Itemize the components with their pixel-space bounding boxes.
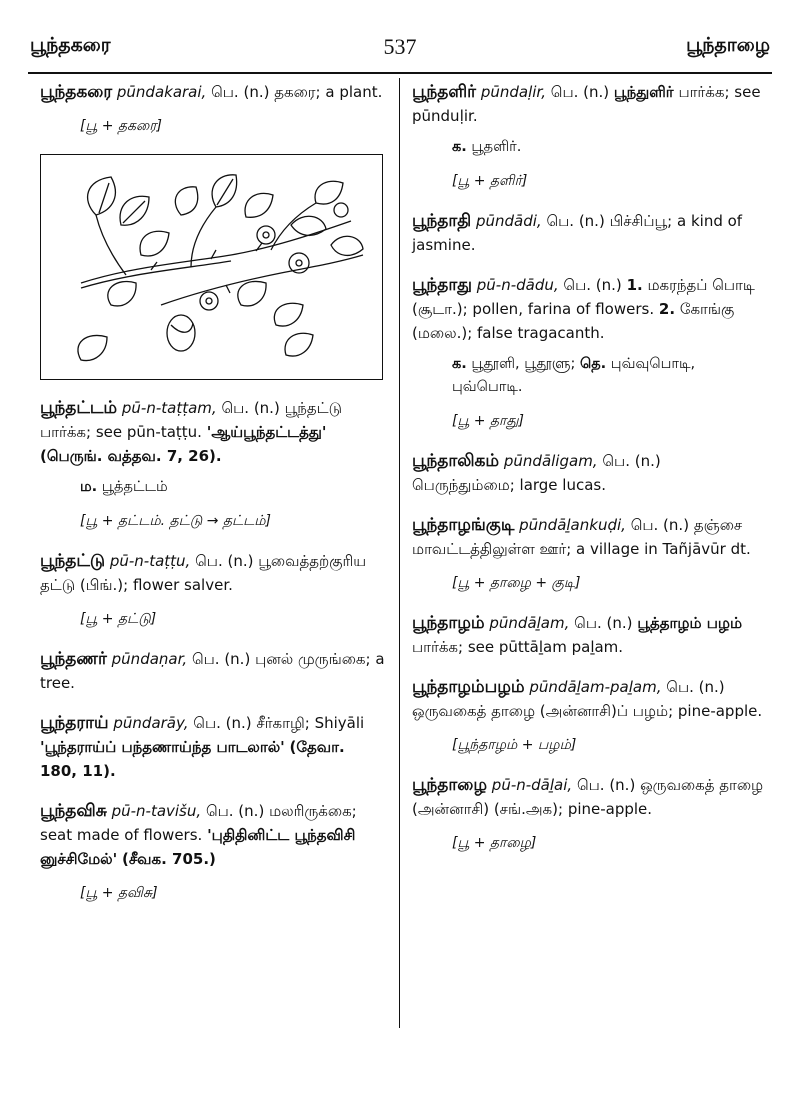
entry-transliteration: pūndāligam, bbox=[503, 452, 598, 470]
dictionary-entry bbox=[40, 711, 385, 783]
left-column bbox=[40, 80, 385, 921]
entry-quotation: 'புதிதினிட்ட பூந்தவிசி னுச்சிமேல்' bbox=[40, 826, 356, 868]
sense-number: 2. bbox=[658, 300, 676, 318]
entry-headword: பூந்தாதி bbox=[412, 211, 472, 231]
entry-grammar: பெ. (n.) bbox=[550, 83, 610, 101]
dictionary-entry bbox=[412, 513, 767, 595]
entry-definition: பார்க்க; see pūttāḻam paḻam. bbox=[412, 638, 624, 656]
entry-headword: பூந்தகரை bbox=[40, 82, 113, 102]
entry-grammar: பெ. (n.) bbox=[602, 452, 661, 470]
entry-etymology: [பூ + தகரை] bbox=[80, 118, 162, 134]
entry-cognates bbox=[452, 136, 767, 159]
entry-headword: பூந்தட்டு bbox=[40, 551, 106, 571]
entry-definition: மகரந்தப் பொடி (சூடா.); pollen, farina of flowers. bbox=[412, 276, 755, 318]
entry-headword: பூந்தட்டம் bbox=[40, 398, 118, 418]
dictionary-entry bbox=[412, 773, 767, 855]
entry-etymology: [பூ + தாழை + குடி] bbox=[452, 575, 581, 591]
entry-definition: பெருந்தும்மை; large lucas. bbox=[412, 476, 607, 494]
entry-reference: (சீவக. 705.) bbox=[122, 850, 216, 868]
entry-definition: பிச்சிப்பூ; a kind of jasmine. bbox=[412, 212, 743, 254]
entry-headword: பூந்தாழம்பழம் bbox=[412, 677, 525, 697]
entry-transliteration: pūndakarai, bbox=[116, 83, 207, 101]
dictionary-entry bbox=[40, 80, 385, 138]
entry-transliteration: pū-n-dādu, bbox=[476, 276, 559, 294]
dictionary-entry bbox=[412, 273, 767, 433]
entry-grammar: பெ. (n.) bbox=[666, 678, 725, 696]
entry-transliteration: pūndāḻankuḍi, bbox=[519, 516, 626, 534]
entry-grammar: பெ. (n.) bbox=[191, 650, 251, 668]
entry-definition: ஒருவகைத் தாழை (அன்னாசி)ப் பழம்; pine-apple. bbox=[412, 702, 763, 720]
entry-grammar: பெ. (n.) bbox=[211, 83, 270, 101]
entry-transliteration: pū-n-taṭṭu, bbox=[109, 552, 191, 570]
entry-definition: பார்க்க; see pūnduḷir. bbox=[412, 83, 761, 125]
entry-transliteration: pū-n-tavišu, bbox=[111, 802, 202, 820]
entry-transliteration: pū-n-taṭṭam, bbox=[121, 399, 217, 417]
entry-grammar: பெ. (n.) bbox=[193, 714, 252, 732]
entry-definition: சீர்காழி; Shiyāli bbox=[256, 714, 365, 732]
entry-etymology: [பூ + தளிர்] bbox=[452, 173, 528, 189]
header-divider bbox=[28, 72, 772, 74]
cognate-word: பூத்தட்டம் bbox=[101, 479, 168, 495]
entry-definition: கோங்கு (மலை.); false tragacanth. bbox=[412, 300, 735, 342]
flowering-plant-drawing-icon bbox=[41, 155, 381, 378]
entry-quotation: 'பூந்தராய்ப் பந்தணாய்ந்த பாடலால்' bbox=[40, 738, 285, 756]
entry-transliteration: pūndarāy, bbox=[113, 714, 189, 732]
entry-reference: (தேவா. 180, 11). bbox=[40, 738, 345, 780]
entry-cognates bbox=[80, 476, 385, 499]
entry-etymology: [பூந்தாழம் + பழம்] bbox=[452, 737, 577, 753]
entry-transliteration: pūndaḷir, bbox=[480, 83, 546, 101]
entry-etymology: [பூ + தவிசு] bbox=[80, 885, 158, 901]
entry-grammar: பெ. (n.) bbox=[205, 802, 265, 820]
dictionary-entry bbox=[40, 549, 385, 631]
plant-illustration bbox=[40, 154, 383, 380]
entry-transliteration: pū-n-dāḻai, bbox=[491, 776, 573, 794]
entry-headword: பூந்தாது bbox=[412, 275, 472, 295]
cognate-language: க. bbox=[452, 356, 467, 372]
entry-headword: பூந்தணர் bbox=[40, 649, 107, 669]
page-header bbox=[28, 14, 772, 70]
entry-headword: பூந்தராய் bbox=[40, 713, 109, 733]
entry-headword: பூந்தாழம் bbox=[412, 613, 485, 633]
entry-quotation: 'ஆய்பூந்தட்டத்து' bbox=[206, 423, 327, 441]
cognate-language: க. bbox=[452, 139, 467, 155]
dictionary-entry bbox=[412, 675, 767, 757]
entry-headword: பூந்தவிசு bbox=[40, 801, 107, 821]
entry-transliteration: pūndādi, bbox=[475, 212, 542, 230]
dictionary-entry bbox=[412, 80, 767, 193]
entry-etymology: [பூ + தட்டம். தட்டு → தட்டம்] bbox=[80, 513, 272, 529]
entry-grammar: பெ. (n.) bbox=[574, 614, 633, 632]
entry-headword: பூந்தாலிகம் bbox=[412, 451, 500, 471]
dictionary-entry bbox=[40, 396, 385, 533]
cognate-word: புவ்வுபொடி, புவ்பொடி. bbox=[452, 356, 696, 395]
page-number: 537 bbox=[383, 34, 417, 59]
entry-definition: பூந்தட்டு பார்க்க; see pūn-taṭṭu. bbox=[40, 399, 343, 441]
entry-grammar: பெ. (n.) bbox=[576, 776, 636, 794]
entry-cross-reference: பூத்தாழம் பழம் bbox=[637, 614, 743, 632]
entry-grammar: பெ. (n.) bbox=[546, 212, 605, 230]
right-column bbox=[412, 80, 767, 871]
entry-transliteration: pūndaṇar, bbox=[111, 650, 188, 668]
entry-etymology: [பூ + தாழை] bbox=[452, 835, 537, 851]
cognate-language: ம. bbox=[80, 479, 98, 495]
header-right-headword: பூந்தாழை bbox=[686, 34, 770, 56]
dictionary-entry bbox=[40, 647, 385, 695]
entry-headword: பூந்தாழங்குடி bbox=[412, 515, 515, 535]
dictionary-entry bbox=[40, 799, 385, 905]
cognate-language: தெ. bbox=[579, 356, 607, 372]
entry-definition: புனல் முருங்கை; a tree. bbox=[40, 650, 385, 692]
entry-transliteration: pūndāḻam, bbox=[489, 614, 570, 632]
header-left-headword: பூந்தகரை bbox=[30, 34, 111, 56]
entry-etymology: [பூ + தாது] bbox=[452, 413, 524, 429]
entry-grammar: பெ. (n.) bbox=[195, 552, 254, 570]
entry-definition: தஞ்சை மாவட்டத்திலுள்ள ஊர்; a village in Tañjāvūr dt. bbox=[412, 516, 751, 558]
entry-definition: மலரிருக்கை; seat made of flowers. bbox=[40, 802, 357, 844]
entry-definition: ஒருவகைத் தாழை (அன்னாசி) (சங்.அக); pine-apple. bbox=[412, 776, 764, 818]
column-divider bbox=[399, 78, 400, 1028]
dictionary-entry bbox=[412, 611, 767, 659]
cognate-word: பூதளிர். bbox=[471, 139, 522, 155]
entry-transliteration: pūndāḻam-paḻam, bbox=[529, 678, 662, 696]
entry-definition: தகரை; a plant. bbox=[274, 83, 383, 101]
entry-grammar: பெ. (n.) bbox=[221, 399, 280, 417]
entry-grammar: பெ. (n.) bbox=[630, 516, 690, 534]
entry-reference: (பெருங். வத்தவ. 7, 26). bbox=[40, 447, 222, 465]
entry-cross-reference: பூந்துளிர் bbox=[613, 83, 674, 101]
entry-headword: பூந்தளிர் bbox=[412, 82, 477, 102]
entry-etymology: [பூ + தட்டு] bbox=[80, 611, 157, 627]
dictionary-entry bbox=[412, 449, 767, 497]
entry-grammar: பெ. (n.) bbox=[563, 276, 622, 294]
dictionary-entry bbox=[412, 209, 767, 257]
entry-cognates bbox=[452, 353, 767, 399]
entry-headword: பூந்தாழை bbox=[412, 775, 488, 795]
entry-definition: பூவைத்தற்குரிய தட்டு (பிங்.); flower salver. bbox=[40, 552, 367, 594]
sense-number: 1. bbox=[626, 276, 643, 294]
cognate-word: பூதூளி, பூதூளு; bbox=[471, 356, 576, 372]
